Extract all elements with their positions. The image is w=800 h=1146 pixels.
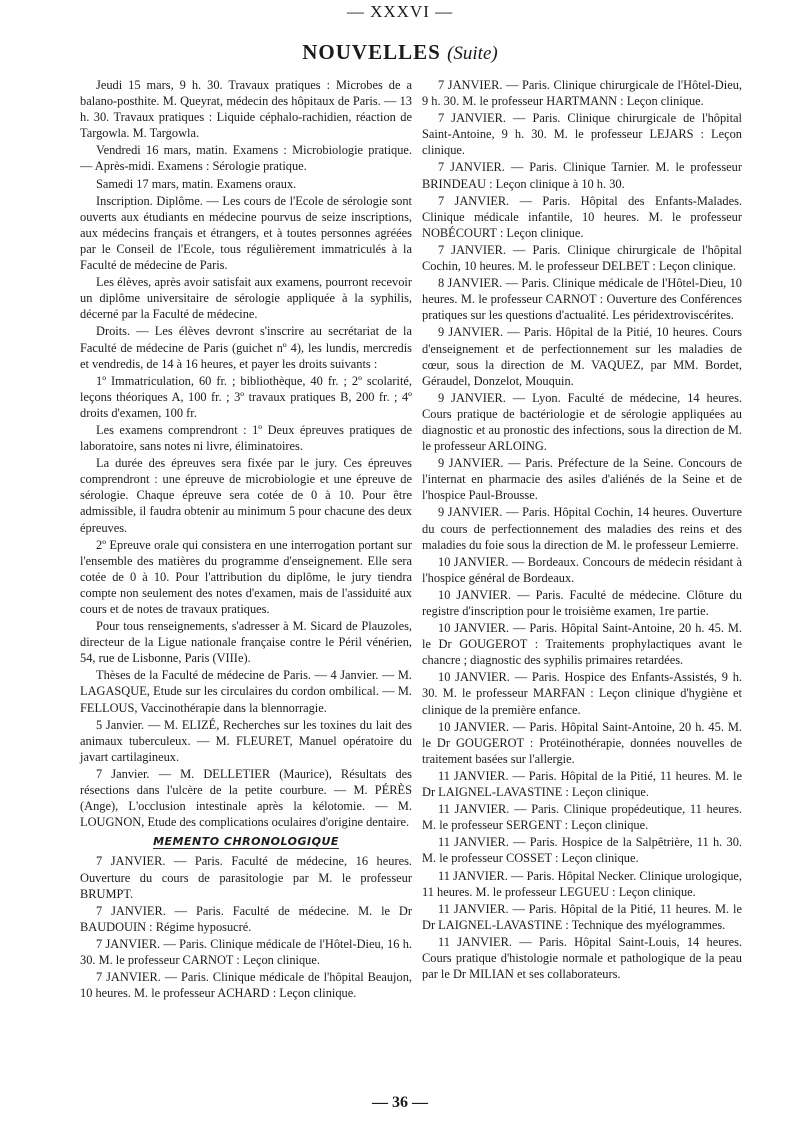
memento-entry: 7 JANVIER. — Paris. Clinique médicale de l'Hôtel-Dieu, 16 h. 30. M. le professeur CARNOT : Leçon clinique. xyxy=(80,936,412,967)
memento-entry: 10 JANVIER. — Paris. Faculté de médecine. Clôture du registre d'inscription pour le troisième examen, 1re partie. xyxy=(422,587,742,618)
paragraph: 2º Epreuve orale qui consistera en une interrogation portant sur l'ensemble des matières du programme d'enseignement. Elle sera cotée de 0 à 10. Pour l'attribution du diplôme, le jury tiendra compte non seulement des notes d'examen, mais de l'assiduité aux cours et de notes de travaux pratiques. xyxy=(80,537,412,616)
memento-entry: 7 JANVIER. — Paris. Faculté de médecine, 16 heures. Ouverture du cours de parasitologie par M. le professeur BRUMPT. xyxy=(80,854,412,901)
memento-entry: 10 JANVIER. — Paris. Hôpital Saint-Antoine, 20 h. 45. M. le Dr GOUGEROT : Traitements prophylactiques avant le chancre ; diagnostic des syphilis primaires retardées. xyxy=(422,621,742,668)
section-title-suffix: (Suite) xyxy=(447,43,498,64)
paragraph: Samedi 17 mars, matin. Examens oraux. xyxy=(96,176,297,191)
memento-entry: 11 JANVIER. — Paris. Hôpital Saint-Louis, 14 heures. Cours pratique d'histologie normale et pathologique de la peau par le Dr MILIAN et ses collaborateurs. xyxy=(422,934,742,982)
memento-entry: 11 JANVIER. — Paris. Hôpital de la Pitié, 11 heures. M. le Dr LAIGNEL-LAVASTINE : Leçon clinique. xyxy=(422,768,742,800)
memento-entry: 9 JANVIER. — Lyon. Faculté de médecine, 14 heures. Cours pratique de bactériologie et de sérologie appliquées au diagnostic et au pronostic des infections, sous la direction de M. le professeur ARLOING. xyxy=(422,390,742,454)
memento-entry: 11 JANVIER. — Paris. Hôpital de la Pitié, 11 heures. M. le Dr LAIGNEL-LAVASTINE : Technique des myélogrammes. xyxy=(422,901,742,932)
paragraph: Les élèves, après avoir satisfait aux examens, pourront recevoir un diplôme universitaire de sérologie appliquée à la syphilis, décerné par la Faculté de médecine. xyxy=(80,275,412,322)
memento-entry: 9 JANVIER. — Paris. Hôpital de la Pitié, 10 heures. Cours d'enseignement et de perfectionnement sur les maladies de cœur, sous la direction de M. VAQUEZ, par MM. Bordet, Géraudel, Donzelot, Mouquin. xyxy=(422,325,742,388)
right-column xyxy=(422,77,742,983)
paragraph: La durée des épreuves sera fixée par le jury. Ces épreuves comprendront : une épreuve de microbiologie et une épreuve de sérologie. Chaque épreuve sera cotée de 0 à 10. Pour être admissible, il faudra obtenir au minimum 5 pour chacune des deux épreuves. xyxy=(80,456,412,535)
page-number: — 36 — xyxy=(372,1094,428,1111)
memento-entry: 9 JANVIER. — Paris. Préfecture de la Seine. Concours de l'internat en pharmacie des asiles d'aliénés de la Seine et de l'hospice Paul-Brousse. xyxy=(422,456,742,503)
memento-entry: 10 JANVIER. — Paris. Hospice des Enfants-Assistés, 9 h. 30. M. le professeur MARFAN : Leçon clinique d'hygiène et clinique de la première enfance. xyxy=(422,670,742,717)
section-title-main: NOUVELLES xyxy=(302,40,441,64)
theses-paragraph: 7 Janvier. — M. DELLETIER (Maurice), Résultats des résections dans l'ulcère de la petite courbure. — M. PÉRÈS (Ange), L'occlusion intestinale après la kélotomie. — M. LOUGNON, Etude des complications oculaires d'origine dentaire. xyxy=(80,766,412,830)
memento-heading-text: MEMENTO CHRONOLOGIQUE xyxy=(153,835,339,849)
memento-entry: 7 JANVIER. — Paris. Clinique Tarnier. M. le professeur BRINDEAU : Leçon clinique à 10 h. 30. xyxy=(422,160,742,191)
memento-heading xyxy=(80,834,412,850)
section-title xyxy=(0,40,800,65)
paragraph: Pour tous renseignements, s'adresser à M. Sicard de Plauzoles, directeur de la Ligue nationale française contre le Péril vénérien, 54, rue de Lisbonne, Paris (VIIIe). xyxy=(80,619,412,666)
memento-entry: 7 JANVIER. — Paris. Clinique chirurgicale de l'Hôtel-Dieu, 9 h. 30. M. le professeur HARTMANN : Leçon clinique. xyxy=(422,78,742,109)
memento-entry: 11 JANVIER. — Paris. Hospice de la Salpêtrière, 11 h. 30. M. le professeur COSSET : Leçon clinique. xyxy=(422,835,742,866)
memento-entry: 7 JANVIER. — Paris. Faculté de médecine. M. le Dr BAUDOUIN : Régime hyposucré. xyxy=(80,903,412,934)
paragraph: Les examens comprendront : 1º Deux épreuves pratiques de laboratoire, sans notes ni livre, éliminatoires. xyxy=(80,422,412,454)
memento-entry: 10 JANVIER. — Paris. Hôpital Saint-Antoine, 20 h. 45. M. le Dr GOUGEROT : Protéinothérapie, données nouvelles de traitement basées sur l'allergie. xyxy=(422,719,742,766)
left-column xyxy=(80,77,412,1002)
paragraph: Vendredi 16 mars, matin. Examens : Microbiologie pratique. — Après-midi. Examens : Sérologie pratique. xyxy=(80,143,412,174)
paragraph: Droits. — Les élèves devront s'inscrire au secrétariat de la Faculté de médecine de Paris (guichet nº 4), les lundis, mercredis et vendredis, de 14 à 16 heures, et payer les droits suivants : xyxy=(80,324,412,371)
memento-entry: 8 JANVIER. — Paris. Clinique médicale de l'Hôtel-Dieu, 10 heures. M. le professeur CARNOT : Ouverture des Conférences pratiques sur les questions d'actualité. Les péridextroviscérites. xyxy=(422,276,742,323)
memento-entry: 11 JANVIER. — Paris. Clinique propédeutique, 11 heures. M. le professeur SERGENT : Leçon clinique. xyxy=(422,802,742,833)
memento-entry: 7 JANVIER. — Paris. Clinique chirurgicale de l'hôpital Cochin, 10 heures. M. le professeur DELBET : Leçon clinique. xyxy=(422,242,742,274)
paragraph: Jeudi 15 mars, 9 h. 30. Travaux pratiques : Microbes de a balano-posthite. M. Queyrat, médecin des hôpitaux de Paris. — 13 h. 30. Travaux pratiques : Liquide céphalo-rachidien, réaction de Targowla. M. Targowla. xyxy=(80,78,412,141)
memento-entry: 11 JANVIER. — Paris. Hôpital Necker. Clinique urologique, 11 heures. M. le professeur LEGUEU : Leçon clinique. xyxy=(422,868,742,899)
memento-entry: 7 JANVIER. — Paris. Clinique chirurgicale de l'hôpital Saint-Antoine, 9 h. 30. M. le professeur LEJARS : Leçon clinique. xyxy=(422,111,742,158)
memento-entry: 7 JANVIER. — Paris. Hôpital des Enfants-Malades. Clinique médicale infantile, 10 heures. M. le professeur NOBÉCOURT : Leçon clinique. xyxy=(422,193,742,240)
memento-entry: 7 JANVIER. — Paris. Clinique médicale de l'hôpital Beaujon, 10 heures. M. le professeur ACHARD : Leçon clinique. xyxy=(80,970,412,1001)
page-roman-numeral: — XXXVI — xyxy=(346,2,454,21)
theses-paragraph: 5 Janvier. — M. ELIZÉ, Recherches sur les toxines du lait des animaux tuberculeux. — M. FLEURET, Manuel opératoire du javart cartilagineux. xyxy=(80,717,412,764)
theses-paragraph: Thèses de la Faculté de médecine de Paris. — 4 Janvier. — M. LAGASQUE, Etude sur les circulaires du cordon ombilical. — M. FELLOUS, Vaccinothérapie dans la blennorragie. xyxy=(80,668,412,715)
paragraph: Inscription. Diplôme. — Les cours de l'Ecole de sérologie sont ouverts aux étudiants en médecine pourvus de seize inscriptions, aux médecins français et étrangers, et à toutes personnes agréées par le Conseil de l'Ecole, tous régulièrement immatriculés à la Faculté de médecine de Paris. xyxy=(80,193,412,273)
paragraph: 1º Immatriculation, 60 fr. ; bibliothèque, 40 fr. ; 2º scolarité, leçons théoriques A, 100 fr. ; 3º travaux pratiques B, 200 fr. ; 4º droits d'examen, 100 fr. xyxy=(80,373,412,420)
memento-entry: 9 JANVIER. — Paris. Hôpital Cochin, 14 heures. Ouverture du cours de perfectionnement des maladies des reins et des maladies du foie sous la direction de M. le professeur Lemierre. xyxy=(422,505,742,552)
memento-entry: 10 JANVIER. — Bordeaux. Concours de médecin résidant à l'hospice général de Bordeaux. xyxy=(422,554,742,585)
